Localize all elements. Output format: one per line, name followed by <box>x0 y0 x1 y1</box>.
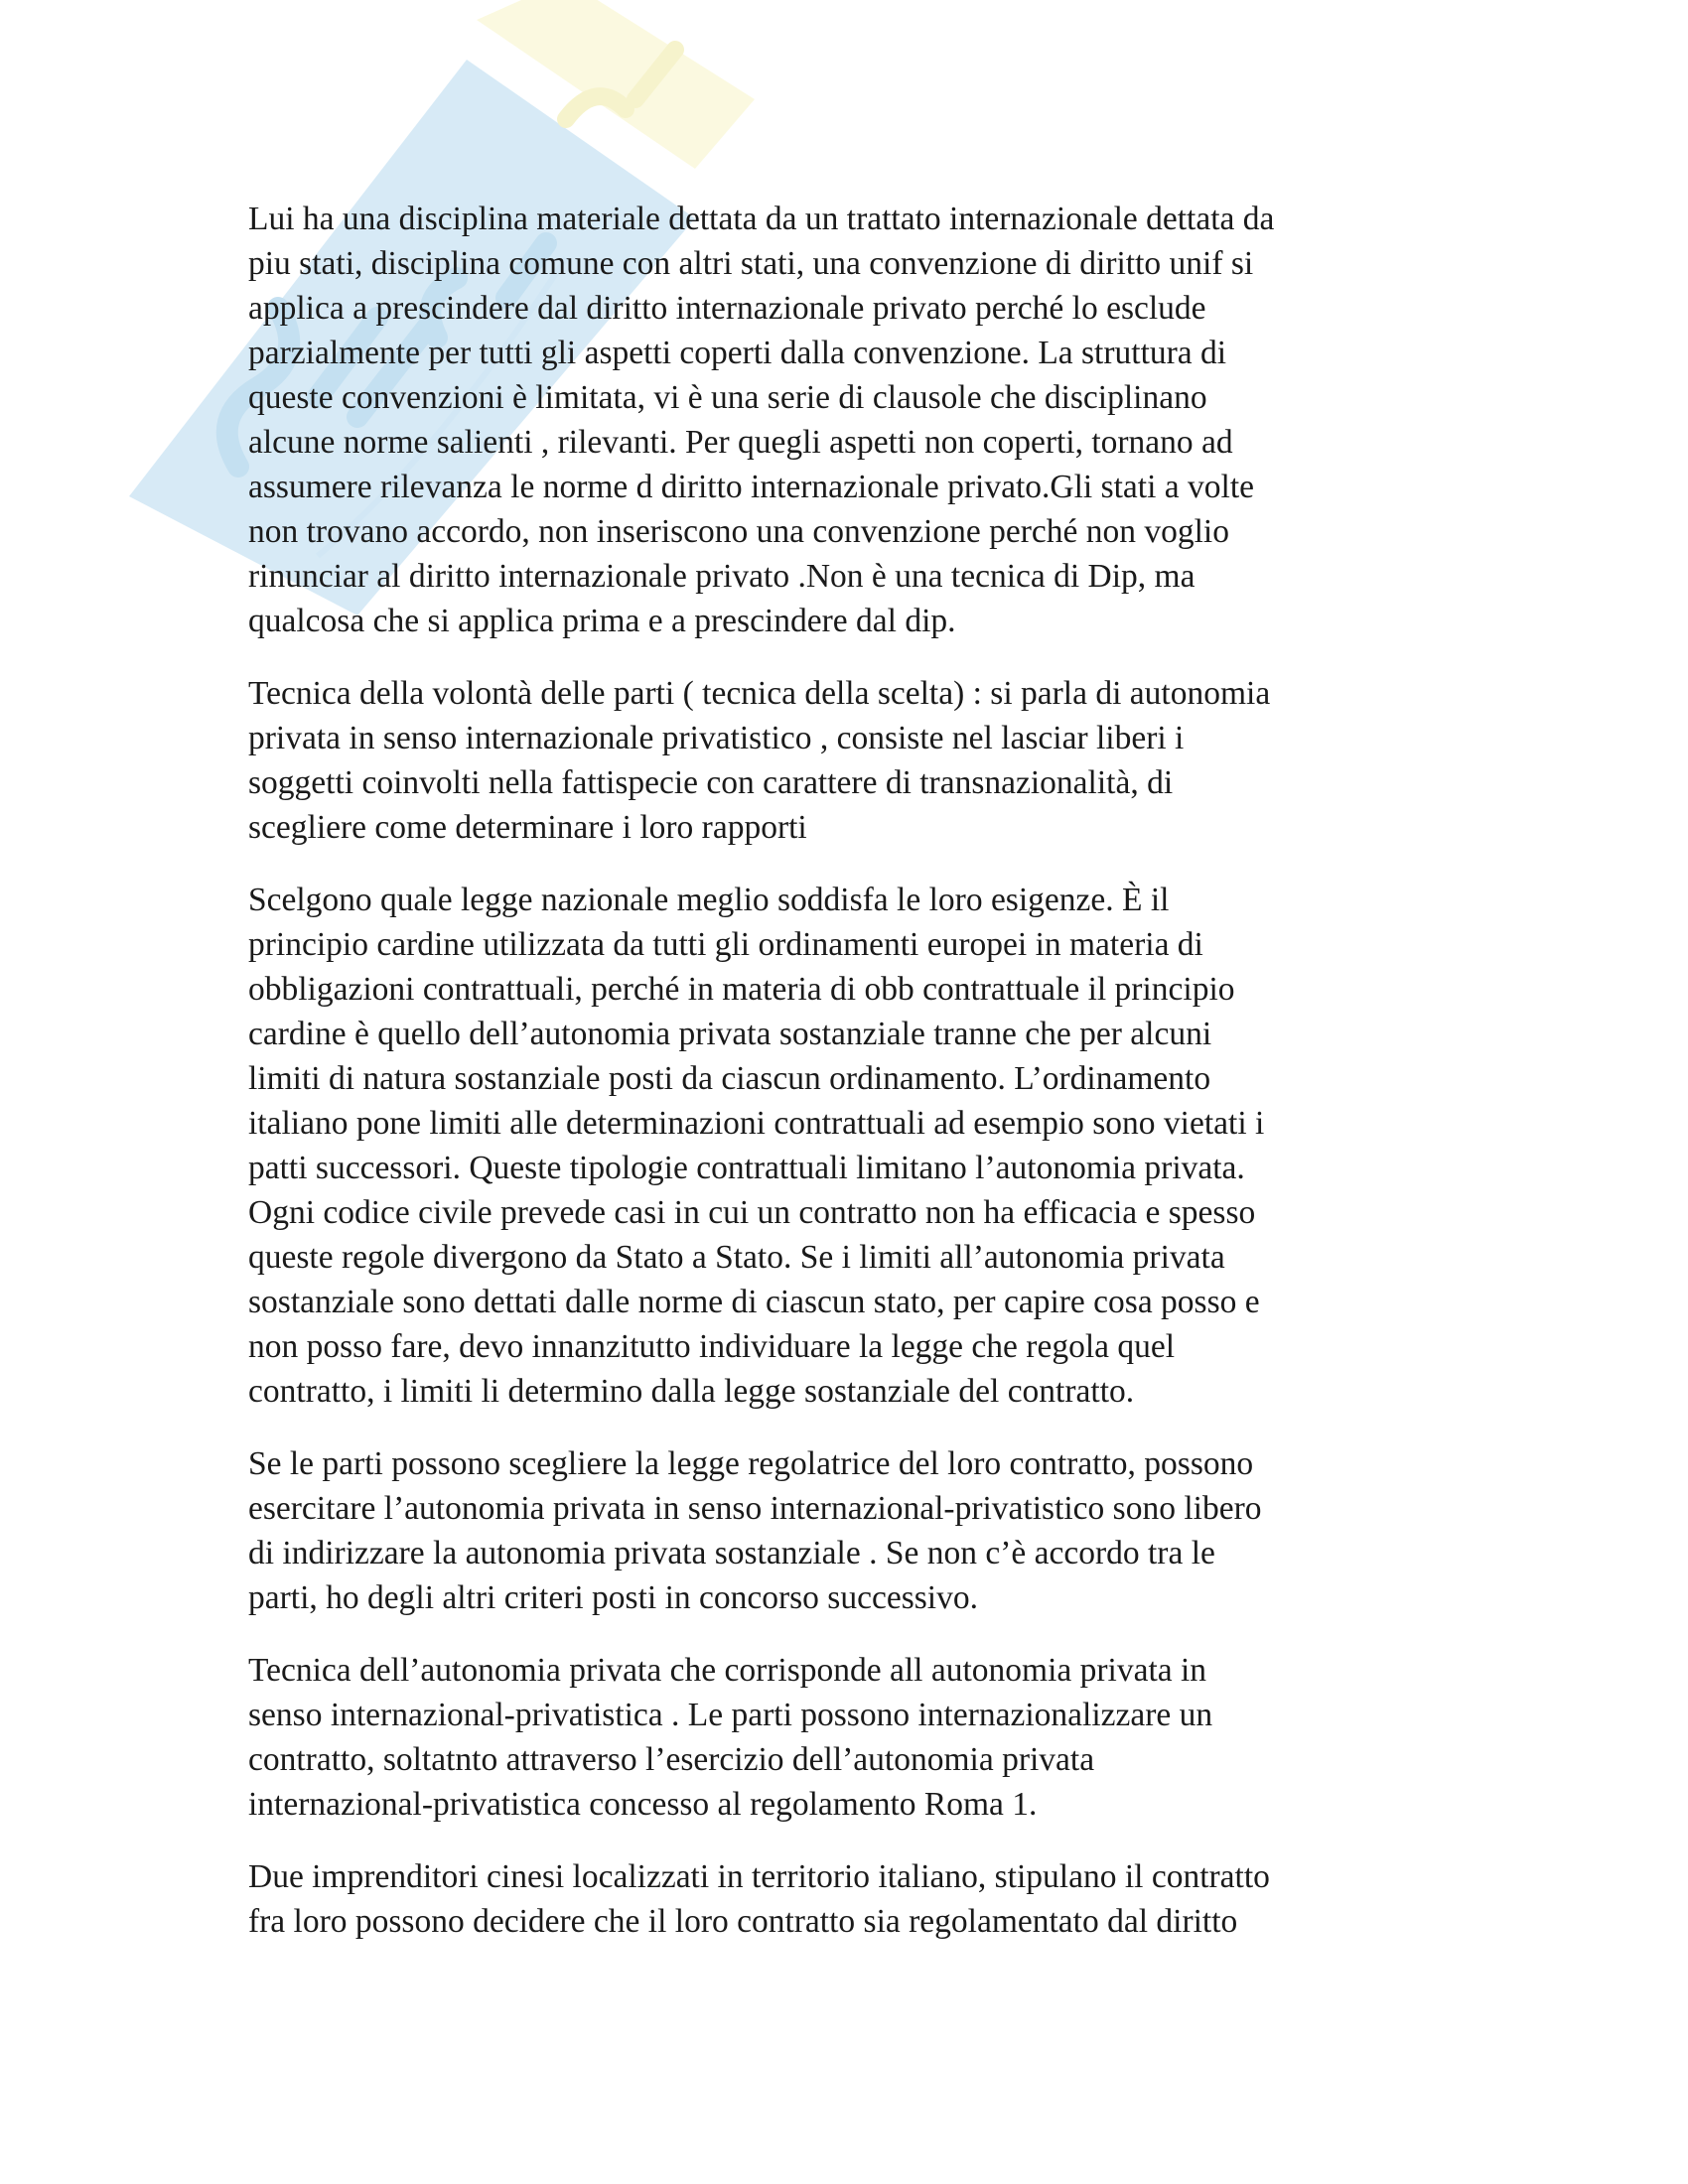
watermark-cap-strokes <box>566 50 675 119</box>
text-line: alcune norme salienti , rilevanti. Per quegli aspetti non coperti, tornano ad <box>248 424 1233 461</box>
paragraph-5 <box>248 1648 1450 1827</box>
text-line: qualcosa che si applica prima e a prescindere dal dip. <box>248 603 956 639</box>
text-line: queste convenzioni è limitata, vi è una serie di clausole che disciplinano <box>248 379 1207 416</box>
text-line: Lui ha una disciplina materiale dettata da un trattato internazionale dettata da <box>248 201 1275 237</box>
paragraph-3 <box>248 878 1450 1414</box>
paragraph-6 <box>248 1854 1450 1944</box>
text-line: cardine è quello dell’autonomia privata sostanziale tranne che per alcuni <box>248 1016 1212 1052</box>
text-line: Tecnica dell’autonomia privata che corrisponde all autonomia privata in <box>248 1652 1207 1689</box>
text-line: esercitare l’autonomia privata in senso internazional-privatistico sono libero <box>248 1490 1262 1527</box>
text-line: non trovano accordo, non inseriscono una convenzione perché non voglio <box>248 513 1229 550</box>
text-line: contratto, i limiti li determino dalla legge sostanziale del contratto. <box>248 1373 1135 1410</box>
paragraph-2 <box>248 671 1450 850</box>
text-line: applica a prescindere dal diritto internazionale privato perché lo esclude <box>248 290 1206 327</box>
text-line: fra loro possono decidere che il loro contratto sia regolamentato dal diritto <box>248 1903 1238 1940</box>
text-line: privata in senso internazionale privatistico , consiste nel lasciar liberi i <box>248 720 1185 756</box>
text-line: non posso fare, devo innanzitutto individuare la legge che regola quel <box>248 1328 1176 1365</box>
text-line: parzialmente per tutti gli aspetti coperti dalla convenzione. La struttura di <box>248 335 1227 371</box>
text-line: soggetti coinvolti nella fattispecie con carattere di transnazionalità, di <box>248 764 1174 801</box>
text-line: limiti di natura sostanziale posti da ciascun ordinamento. L’ordinamento <box>248 1060 1211 1097</box>
text-line: piu stati, disciplina comune con altri stati, una convenzione di diritto unif si <box>248 245 1254 282</box>
text-line: parti, ho degli altri criteri posti in concorso successivo. <box>248 1579 978 1616</box>
text-line: obbligazioni contrattuali, perché in materia di obb contrattuale il principio <box>248 971 1235 1008</box>
text-line: Tecnica della volontà delle parti ( tecnica della scelta) : si parla di autonomia <box>248 675 1271 712</box>
text-line: italiano pone limiti alle determinazioni contrattuali ad esempio sono vietati i <box>248 1105 1265 1142</box>
text-line: internazional-privatistica concesso al regolamento Roma 1. <box>248 1786 1038 1823</box>
text-line: di indirizzare la autonomia privata sostanziale . Se non c’è accordo tra le <box>248 1535 1215 1571</box>
text-line: Se le parti possono scegliere la legge regolatrice del loro contratto, possono <box>248 1445 1254 1482</box>
document-body <box>248 197 1450 1972</box>
text-line: contratto, soltatnto attraverso l’esercizio dell’autonomia privata <box>248 1741 1095 1778</box>
text-line: senso internazional-privatistica . Le parti possono internazionalizzare un <box>248 1697 1213 1733</box>
text-line: patti successori. Queste tipologie contrattuali limitano l’autonomia privata. <box>248 1150 1245 1186</box>
text-line: principio cardine utilizzata da tutti gli ordinamenti europei in materia di <box>248 926 1203 963</box>
paragraph-1 <box>248 197 1450 643</box>
text-line: Due imprenditori cinesi localizzati in territorio italiano, stipulano il contratto <box>248 1858 1270 1895</box>
watermark-cap-shape <box>477 0 755 169</box>
text-line: Ogni codice civile prevede casi in cui un contratto non ha efficacia e spesso <box>248 1194 1256 1231</box>
text-line: sostanziale sono dettati dalle norme di ciascun stato, per capire cosa posso e <box>248 1284 1260 1320</box>
paragraph-4 <box>248 1441 1450 1620</box>
text-line: scegliere come determinare i loro rapporti <box>248 809 807 846</box>
text-line: Scelgono quale legge nazionale meglio soddisfa le loro esigenze. È il <box>248 882 1170 918</box>
text-line: queste regole divergono da Stato a Stato. Se i limiti all’autonomia privata <box>248 1239 1225 1276</box>
text-line: rinunciar al diritto internazionale privato .Non è una tecnica di Dip, ma <box>248 558 1196 595</box>
text-line: assumere rilevanza le norme d diritto internazionale privato.Gli stati a volte <box>248 469 1255 505</box>
